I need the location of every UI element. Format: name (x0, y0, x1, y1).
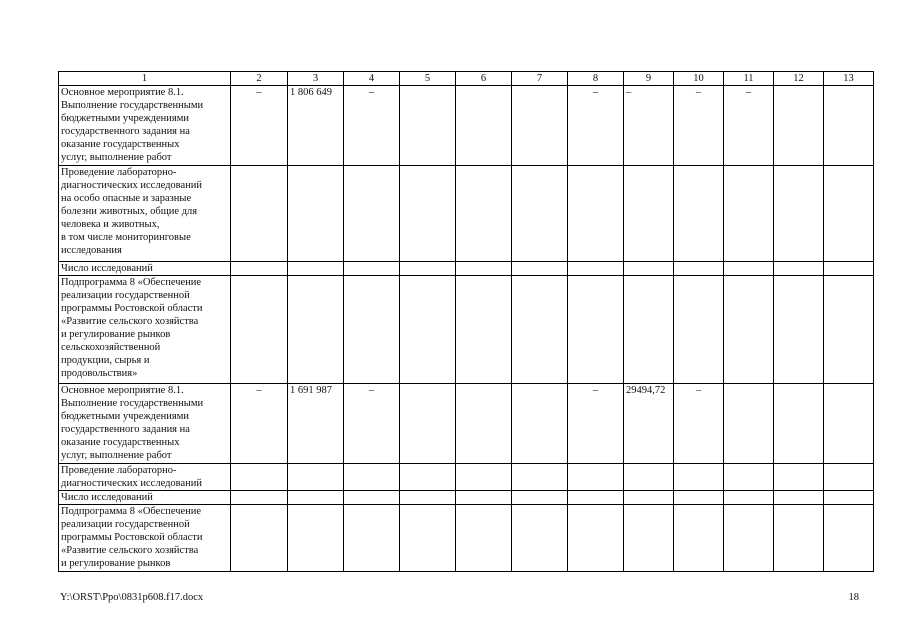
table-cell (568, 491, 624, 505)
table-cell (824, 276, 874, 384)
table-cell (624, 464, 674, 491)
table-cell: 29494,72 (624, 384, 674, 464)
table-cell (624, 276, 674, 384)
table-cell (824, 505, 874, 572)
table-cell: – (568, 86, 624, 166)
table-cell (824, 491, 874, 505)
table-cell (400, 276, 456, 384)
table-cell (824, 166, 874, 262)
column-header-2: 2 (231, 72, 288, 86)
table-cell (456, 166, 512, 262)
table-cell (512, 384, 568, 464)
table-cell (824, 464, 874, 491)
table-cell (231, 505, 288, 572)
column-header-3: 3 (288, 72, 344, 86)
table-cell (568, 166, 624, 262)
table-row (59, 86, 874, 166)
column-header-1: 1 (59, 72, 231, 86)
table-cell (674, 262, 724, 276)
table-cell (674, 505, 724, 572)
table-cell (724, 491, 774, 505)
table-cell (400, 464, 456, 491)
column-header-9: 9 (624, 72, 674, 86)
row-label-cell: Подпрограмма 8 «Обеспечение реализации государственной программы Ростовской области «Развитие сельского хозяйства и регулирование рынков (59, 505, 231, 572)
table-cell (456, 276, 512, 384)
table-cell (624, 262, 674, 276)
table-cell (568, 262, 624, 276)
table-cell (400, 491, 456, 505)
table-cell (231, 491, 288, 505)
table-cell (774, 276, 824, 384)
row-label-cell: Проведение лабораторно- диагностических исследований на особо опасные и заразные болезни животных, общие для человека и животных, в том числе мониторинговые исследования (59, 166, 231, 262)
table-cell (568, 505, 624, 572)
table-cell (568, 276, 624, 384)
table-cell (512, 262, 568, 276)
table-cell (624, 505, 674, 572)
footer-file-path: Y:\ORST\Ppo\0831p608.f17.docx (60, 592, 204, 603)
table-cell (724, 505, 774, 572)
table-cell: – (231, 86, 288, 166)
row-label-cell: Проведение лабораторно- диагностических исследований (59, 464, 231, 491)
column-header-11: 11 (724, 72, 774, 86)
table-cell (231, 464, 288, 491)
table-cell (512, 86, 568, 166)
row-label-cell: Число исследований (59, 491, 231, 505)
table-cell (724, 384, 774, 464)
table-cell (288, 464, 344, 491)
table-cell (288, 166, 344, 262)
table-cell (824, 262, 874, 276)
table-cell (774, 262, 824, 276)
table-cell: – (674, 86, 724, 166)
table-cell (456, 464, 512, 491)
column-header-6: 6 (456, 72, 512, 86)
table-cell (344, 262, 400, 276)
column-header-5: 5 (400, 72, 456, 86)
row-label-cell: Подпрограмма 8 «Обеспечение реализации государственной программы Ростовской области «Развитие сельского хозяйства и регулирование рынков сельскохозяйственной продукции, сырья и продовольствия» (59, 276, 231, 384)
table-cell (400, 166, 456, 262)
table-cell (774, 505, 824, 572)
table-cell (288, 276, 344, 384)
table-cell (288, 505, 344, 572)
table-cell (344, 505, 400, 572)
table-cell (400, 86, 456, 166)
table-cell: – (231, 384, 288, 464)
table-cell (568, 464, 624, 491)
table-cell: – (344, 384, 400, 464)
table-cell (824, 86, 874, 166)
column-header-10: 10 (674, 72, 724, 86)
table-cell (624, 491, 674, 505)
table-cell (456, 262, 512, 276)
column-header-12: 12 (774, 72, 824, 86)
table-cell (344, 464, 400, 491)
row-label-cell: Основное мероприятие 8.1. Выполнение государственными бюджетными учреждениями государственного задания на оказание государственных услуг, выполнение работ (59, 86, 231, 166)
table-cell (456, 491, 512, 505)
column-header-4: 4 (344, 72, 400, 86)
table-cell (674, 464, 724, 491)
table-cell (231, 276, 288, 384)
header-row (59, 72, 874, 86)
footer-page-number: 18 (848, 592, 859, 603)
table-cell (674, 276, 724, 384)
table-cell (724, 262, 774, 276)
column-header-13: 13 (824, 72, 874, 86)
table-row (59, 384, 874, 464)
table-cell (344, 276, 400, 384)
table-cell (231, 166, 288, 262)
table-cell (288, 491, 344, 505)
table-cell (724, 464, 774, 491)
table-cell (512, 491, 568, 505)
table-cell (512, 505, 568, 572)
table-row (59, 166, 874, 262)
table-cell (624, 166, 674, 262)
table-cell (231, 262, 288, 276)
table-row (59, 505, 874, 572)
table-cell (674, 491, 724, 505)
table-cell: – (568, 384, 624, 464)
table-cell (512, 276, 568, 384)
column-header-8: 8 (568, 72, 624, 86)
table-cell (456, 505, 512, 572)
table-cell: – (344, 86, 400, 166)
table-cell (774, 86, 824, 166)
table-cell (512, 464, 568, 491)
column-header-7: 7 (512, 72, 568, 86)
table-cell (774, 384, 824, 464)
table-cell: – (674, 384, 724, 464)
table-cell (400, 384, 456, 464)
table-cell (400, 505, 456, 572)
table-cell (724, 276, 774, 384)
table-cell (400, 262, 456, 276)
table-cell: 1 691 987 (288, 384, 344, 464)
table-row (59, 276, 874, 384)
table-cell (344, 166, 400, 262)
table-cell (674, 166, 724, 262)
table-cell (724, 166, 774, 262)
table-cell (344, 491, 400, 505)
data-table (58, 71, 874, 572)
table-cell (512, 166, 568, 262)
table-cell (774, 166, 824, 262)
table-cell: – (724, 86, 774, 166)
table-row (59, 464, 874, 491)
table-cell: 1 806 649 (288, 86, 344, 166)
table-cell (288, 262, 344, 276)
row-label-cell: Основное мероприятие 8.1. Выполнение государственными бюджетными учреждениями государственного задания на оказание государственных услуг, выполнение работ (59, 384, 231, 464)
row-label-cell: Число исследований (59, 262, 231, 276)
table-cell (456, 86, 512, 166)
table-cell (456, 384, 512, 464)
table-row (59, 491, 874, 505)
table-cell (774, 491, 824, 505)
table-cell (774, 464, 824, 491)
table-row (59, 262, 874, 276)
table-cell: – (624, 86, 674, 166)
table-cell (824, 384, 874, 464)
